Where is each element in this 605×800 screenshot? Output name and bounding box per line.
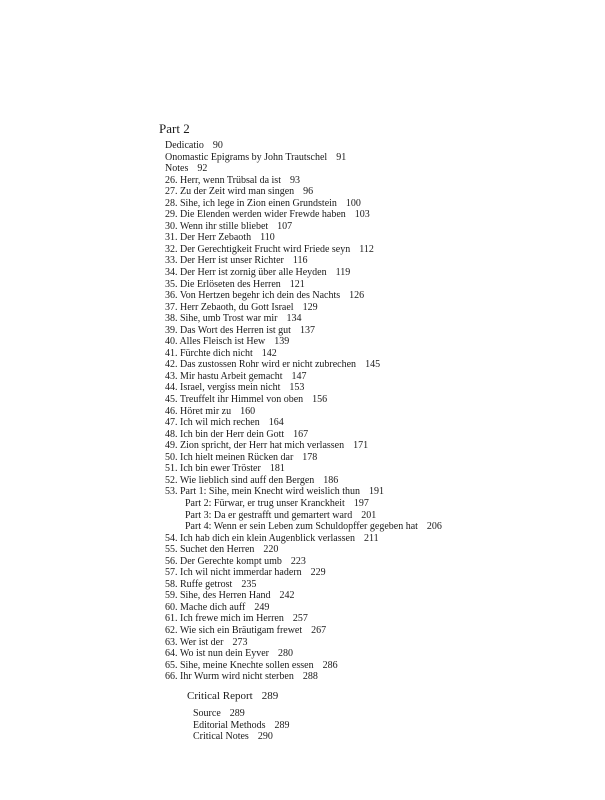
toc-entry-page: 153 xyxy=(289,382,305,394)
toc-entry-label: 30. Wenn ihr stille bliebet xyxy=(165,220,269,232)
toc-entry-label: 61. Ich frewe mich im Herren xyxy=(165,613,284,625)
toc-entry-page: 126 xyxy=(349,290,365,302)
toc-entry-label: 39. Das Wort des Herren ist gut xyxy=(165,324,291,336)
critical-report-page: 289 xyxy=(261,690,279,702)
toc-entry-label: 56. Der Gerechte kompt umb xyxy=(165,555,282,567)
toc-entry xyxy=(165,660,585,672)
toc-entry-page: 119 xyxy=(335,267,351,279)
toc-entry-label: 54. Ich hab dich ein klein Augenblick verlassen xyxy=(165,532,355,544)
toc-entry-page: 107 xyxy=(277,220,293,232)
toc-entry xyxy=(165,186,585,198)
report-entry-page: 289 xyxy=(274,719,290,731)
toc-entry-page: 171 xyxy=(353,440,369,452)
toc-entry xyxy=(165,406,585,418)
toc-entry-page: 206 xyxy=(426,521,442,533)
toc-entry-page: 96 xyxy=(303,186,314,198)
toc-entry-label: 38. Sihe, umb Trost war mir xyxy=(165,313,278,325)
toc-entry-label: Dedicatio xyxy=(165,140,204,151)
toc-entry-page: 110 xyxy=(260,232,275,244)
toc-entry xyxy=(165,163,585,175)
critical-report-list xyxy=(187,708,567,743)
toc-entry xyxy=(165,290,585,302)
toc-entry-label: 32. Der Gerechtigkeit Frucht wird Friede seyn xyxy=(165,243,351,255)
critical-report-heading xyxy=(187,689,567,703)
toc-entry xyxy=(165,244,585,256)
toc-entry xyxy=(165,498,585,510)
toc-entry-label: 35. Die Erlöseten des Herren xyxy=(165,278,281,290)
report-entry xyxy=(187,720,567,732)
toc-entry-label: Onomastic Epigrams by John Trautschel xyxy=(165,151,328,163)
toc-entry-label: 29. Die Elenden werden wider Frewde haben xyxy=(165,209,346,221)
toc-entry-label: 46. Höret mir zu xyxy=(165,405,232,417)
report-entry-label: Editorial Methods xyxy=(193,719,266,731)
toc-entry-page: 201 xyxy=(361,509,377,521)
critical-report-title: Critical Report xyxy=(187,690,253,702)
toc-entry xyxy=(165,348,585,360)
toc-entry-page: 112 xyxy=(359,243,374,255)
toc-entry xyxy=(165,267,585,279)
toc-entry-page: 249 xyxy=(254,601,270,613)
report-entry-page: 289 xyxy=(229,708,245,719)
toc-entry xyxy=(165,429,585,441)
toc-entry xyxy=(165,232,585,244)
toc-entry-label: 27. Zu der Zeit wird man singen xyxy=(165,186,295,198)
toc-entry-page: 167 xyxy=(293,428,309,440)
toc-entry-label: 44. Israel, vergiss mein nicht xyxy=(165,382,281,394)
toc-entry-label: 62. Wie sich ein Bräutigam frewet xyxy=(165,624,303,636)
toc-entry-label: 43. Mir hastu Arbeit gemacht xyxy=(165,370,283,382)
toc-entry-page: 100 xyxy=(345,197,361,209)
toc-entry xyxy=(165,602,585,614)
toc-entry xyxy=(165,382,585,394)
toc-entry xyxy=(165,336,585,348)
toc-entry-page: 90 xyxy=(212,140,223,151)
toc-list xyxy=(165,140,585,683)
toc-entry-page: 147 xyxy=(291,370,307,382)
toc-entry-page: 139 xyxy=(274,336,290,348)
toc-entry-page: 229 xyxy=(310,567,326,579)
toc-entry xyxy=(165,533,585,545)
toc-entry-label: 36. Von Hertzen begehr ich dein des Nachts xyxy=(165,290,341,302)
toc-entry xyxy=(165,302,585,314)
toc-entry-page: 181 xyxy=(269,463,285,475)
toc-entry xyxy=(165,394,585,406)
toc-entry xyxy=(165,359,585,371)
toc-entry xyxy=(165,325,585,337)
toc-entry-label: 45. Treuffelt ihr Himmel von oben xyxy=(165,394,304,406)
toc-entry-page: 164 xyxy=(268,417,284,429)
toc-entry-label: 49. Zion spricht, der Herr hat mich verlassen xyxy=(165,440,345,452)
toc-entry-page: 129 xyxy=(302,301,318,313)
toc-entry-label: 52. Wie lieblich sind auff den Bergen xyxy=(165,474,315,486)
toc-entry-page: 116 xyxy=(292,255,308,267)
part-title: Part 2 xyxy=(159,121,190,136)
toc-entry-label: 34. Der Herr ist zornig über alle Heyden xyxy=(165,267,327,279)
toc-entry-page: 288 xyxy=(302,671,318,683)
toc-entry xyxy=(165,175,585,187)
toc-entry xyxy=(165,613,585,625)
toc-entry xyxy=(165,417,585,429)
report-entry xyxy=(187,708,567,720)
toc-entry-label: 51. Ich bin ewer Tröster xyxy=(165,463,261,475)
report-entry-label: Source xyxy=(193,708,221,719)
toc-entry-label: 31. Der Herr Zebaoth xyxy=(165,232,252,244)
toc-entry-page: 186 xyxy=(323,474,339,486)
toc-entry xyxy=(165,440,585,452)
toc-entry-page: 273 xyxy=(232,636,248,648)
toc-entry xyxy=(165,567,585,579)
toc-entry-page: 280 xyxy=(278,648,293,660)
report-entry xyxy=(187,731,567,743)
toc-entry-label: 50. Ich hielt meinen Rücken dar xyxy=(165,451,294,463)
toc-entry-page: 91 xyxy=(336,151,347,163)
report-entry-page: 290 xyxy=(257,731,273,743)
toc-entry-label: 59. Sihe, des Herren Hand xyxy=(165,590,271,602)
toc-entry-page: 137 xyxy=(299,324,315,336)
toc-entry-label: 47. Ich wil mich rechen xyxy=(165,417,260,429)
toc-entry xyxy=(165,625,585,637)
toc-entry-label: 33. Der Herr ist unser Richter xyxy=(165,255,284,267)
toc-entry-label: Part 2: Fürwar, er trug unser Kranckheit xyxy=(185,497,345,509)
toc-entry-page: 142 xyxy=(261,347,277,359)
toc-entry xyxy=(165,510,585,522)
toc-entry xyxy=(165,648,585,660)
toc-entry-label: 41. Fürchte dich nicht xyxy=(165,347,253,359)
toc-entry-label: 55. Suchet den Herren xyxy=(165,544,255,556)
toc-entry xyxy=(165,671,585,683)
toc-entry-label: 42. Das zustossen Rohr wird er nicht zubrechen xyxy=(165,359,357,371)
toc-entry-page: 145 xyxy=(365,359,381,371)
critical-report-section xyxy=(187,689,567,743)
toc-entry xyxy=(165,198,585,210)
toc-entry-page: 235 xyxy=(241,578,257,590)
toc-entry xyxy=(165,590,585,602)
toc-entry-label: 63. Wer ist der xyxy=(165,636,224,648)
toc-entry-page: 178 xyxy=(302,451,318,463)
toc-entry-page: 223 xyxy=(290,555,306,567)
toc-entry xyxy=(165,486,585,498)
toc-entry-label: 58. Ruffe getrost xyxy=(165,578,233,590)
toc-entry xyxy=(165,475,585,487)
toc-entry-page: 93 xyxy=(289,174,300,186)
toc-entry-page: 156 xyxy=(312,394,328,406)
toc-entry-page: 121 xyxy=(289,278,305,290)
report-entry-label: Critical Notes xyxy=(193,731,249,743)
toc-entry xyxy=(165,209,585,221)
toc-entry xyxy=(165,279,585,291)
toc-entry-page: 103 xyxy=(354,209,370,221)
toc-entry-page: 92 xyxy=(197,163,208,175)
toc-entry-label: 57. Ich wil nicht immerdar hadern xyxy=(165,567,302,579)
toc-entry xyxy=(165,140,585,152)
toc-entry-label: 53. Part 1: Sihe, mein Knecht wird weislich thun xyxy=(165,486,360,498)
toc-entry-label: 26. Herr, wenn Trübsal da ist xyxy=(165,174,281,186)
toc-entry-label: 60. Mache dich auff xyxy=(165,601,246,613)
toc-entry xyxy=(165,152,585,164)
toc-entry-label: 28. Sihe, ich lege in Zion einen Grundstein xyxy=(165,197,337,209)
toc-entry-label: 65. Sihe, meine Knechte sollen essen xyxy=(165,659,314,671)
toc-entry xyxy=(165,371,585,383)
toc-entry xyxy=(165,556,585,568)
toc-entry xyxy=(165,544,585,556)
toc-entry-label: Part 4: Wenn er sein Leben zum Schuldopffer gegeben hat xyxy=(185,521,418,533)
toc-entry-page: 286 xyxy=(322,659,338,671)
toc-entry-label: Notes xyxy=(165,163,189,175)
toc-entry-page: 134 xyxy=(286,313,302,325)
toc-entry xyxy=(165,255,585,267)
toc-entry-page: 257 xyxy=(292,613,308,625)
toc-entry-page: 267 xyxy=(311,624,327,636)
toc-entry xyxy=(165,521,585,533)
toc-entry-label: 48. Ich bin der Herr dein Gott xyxy=(165,428,285,440)
toc-entry xyxy=(165,452,585,464)
toc-entry-page: 160 xyxy=(240,405,256,417)
toc-entry xyxy=(165,313,585,325)
toc-entry-page: 191 xyxy=(368,486,384,498)
toc-entry xyxy=(165,579,585,591)
toc-entry-page: 197 xyxy=(353,497,369,509)
toc-entry-page: 211 xyxy=(363,532,379,544)
toc-entry-label: Part 3: Da er gestrafft und gemartert ward xyxy=(185,509,353,521)
toc-entry xyxy=(165,463,585,475)
toc-entry xyxy=(165,637,585,649)
toc-entry-page: 242 xyxy=(279,590,295,602)
toc-entry xyxy=(165,221,585,233)
toc-entry-label: 40. Alles Fleisch ist Hew xyxy=(165,336,266,348)
toc-entry-label: 66. Ihr Wurm wird nicht sterben xyxy=(165,671,294,683)
toc-entry-label: 37. Herr Zebaoth, du Gott Israel xyxy=(165,301,294,313)
toc-entry-label: 64. Wo ist nun dein Eyver xyxy=(165,648,269,660)
toc-entry-page: 220 xyxy=(263,544,279,556)
